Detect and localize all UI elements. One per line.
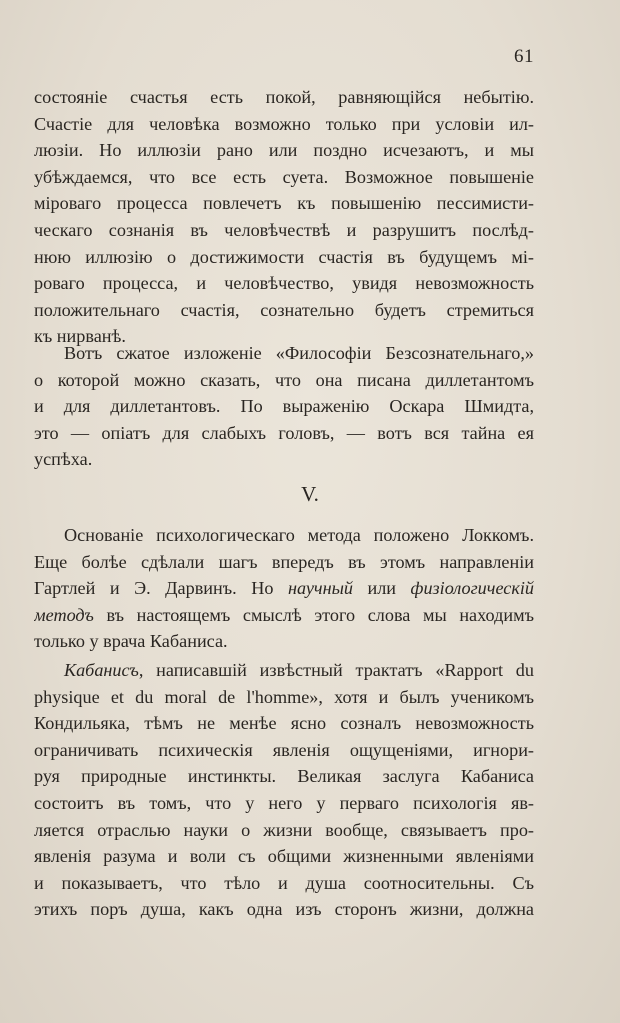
text-line-mixed: [34, 575, 534, 602]
text-line: это — опiатъ для слабыхъ головъ, — вотъ вся тайна ея: [34, 422, 534, 443]
paragraph-4: [34, 657, 534, 923]
italic-term: физiологическiй: [410, 578, 534, 599]
text-line: и для диллетантовъ. По выраженiю Оскара Шмидта,: [34, 396, 534, 417]
text-line: ограничивать психическiя явленiя ощущенiями, игнори-: [34, 739, 534, 760]
text-line: Вотъ сжатое изложенiе «Философiи Безсознательнаго,»: [64, 343, 534, 363]
text-line: руя природные инстинкты. Великая заслуга Кабаниса: [34, 766, 534, 787]
italic-term: методъ: [34, 604, 94, 625]
text-line: и показываетъ, что тѣло и душа соотносительны. Съ: [34, 872, 534, 893]
text-line: Еще болѣе сдѣлали шагъ впередъ въ этомъ направленiи: [34, 551, 534, 572]
italic-term: Кабанисъ: [64, 660, 139, 680]
text-segment: Гартлей и Э. Дарвинъ. Но: [34, 578, 274, 599]
text-line: состоитъ въ томъ, что у него у перваго психологiя яв-: [34, 792, 534, 813]
text-line: роваго процесса, и человѣчество, увидя невозможность: [34, 273, 534, 294]
text-line: этихъ поръ душа, какъ одна изъ сторонъ жизни, должна: [34, 899, 534, 920]
text-line: успѣха.: [34, 449, 93, 470]
text-line: Счастiе для человѣка возможно только при условiи ил-: [34, 113, 534, 134]
section-heading: V.: [301, 482, 319, 506]
italic-term: научный: [287, 578, 353, 599]
text-line: къ нирванѣ.: [34, 326, 126, 347]
text-line: состоянiе счастья есть покой, равняющiйся небытiю.: [34, 87, 534, 107]
text-line: ческаго сознанiя въ человѣчествѣ и разрушитъ послѣд-: [34, 219, 534, 240]
text-line: Кондильяка, тѣмъ не менѣе ясно созналъ невозможность: [34, 713, 534, 734]
text-line: положительнаго счастiя, сознательно будетъ стремиться: [34, 299, 534, 320]
text-line-mixed: [34, 657, 534, 684]
text-line-mixed: [34, 602, 534, 629]
text-line: о которой можно сказать, что она писана диллетантомъ: [34, 369, 534, 390]
paragraph-3: [34, 522, 534, 655]
text-line: только у врача Кабаниса.: [34, 631, 228, 652]
text-line: нюю иллюзiю о достижимости счастiя въ будущемъ мi-: [34, 246, 534, 267]
text-line: ляется отраслью науки о жизни вообще, связываетъ про-: [34, 819, 534, 840]
paragraph-2: [34, 340, 534, 473]
text-line: physique et du moral de l'homme», хотя и былъ ученикомъ: [34, 686, 534, 707]
text-line: Основанiе психологическаго метода положено Локкомъ.: [64, 525, 534, 545]
text-segment: , написавшiй извѣстный трактатъ «Rapport du: [138, 660, 534, 680]
text-segment: въ настоящемъ смыслѣ этого слова мы находимъ: [106, 604, 534, 625]
page-number: 61: [514, 46, 534, 67]
text-line: убѣждаемся, что все есть суета. Возможное повышенiе: [34, 166, 534, 187]
text-line: люзiи. Но иллюзiи рано или поздно исчезаютъ, и мы: [34, 140, 534, 161]
text-line: явленiя разума и воли съ общими жизненными явленiями: [34, 846, 534, 867]
text-segment: или: [367, 578, 397, 599]
text-line: мiроваго процесса повлечетъ къ повышенiю пессимисти-: [34, 193, 534, 214]
paragraph-1: [34, 84, 534, 350]
